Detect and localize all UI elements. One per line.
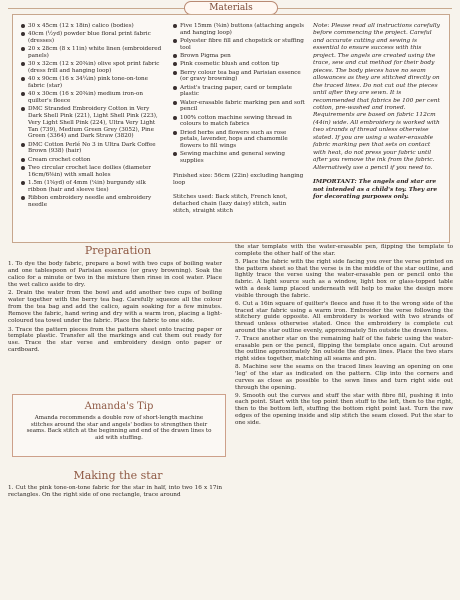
bullet-icon xyxy=(173,101,177,105)
material-item xyxy=(173,151,305,165)
material-text: Two circular crochet lace doilies (diameter 16cm/6⅜in) with small holes xyxy=(28,164,151,178)
material-text: 30 x 32cm (12 x 20⅜in) olive spot print fabric (dress frill and hanging loop) xyxy=(28,61,160,74)
material-text: 1.5m (1⅝yd) of 4mm (⅙in) burgundy silk ribbon (hair and sleeve ties) xyxy=(28,179,146,193)
bullet-icon xyxy=(21,107,25,111)
bullet-icon xyxy=(173,54,177,58)
bullet-icon xyxy=(173,86,177,90)
bullet-icon xyxy=(173,71,177,75)
bullet-icon xyxy=(21,32,25,36)
bullet-icon xyxy=(21,77,25,81)
material-item xyxy=(21,23,164,30)
material-text: Polyester fibre fill and chopstick or stuffing tool xyxy=(180,38,304,51)
material-text: 100% cotton machine sewing thread in colours to match fabrics xyxy=(180,114,292,128)
tip-text: Amanda recommends a double row of short-length machine stitches around the star and angels' bodies to strengthen their seams. Back stitch at the beginning and end of the drawn lines to aid with stuffing. xyxy=(26,415,212,441)
material-text: Dried herbs and flowers such as rose petals, lavender, hops and chamomile flowers to fill wings xyxy=(180,129,288,149)
bullet-icon xyxy=(21,62,25,66)
material-text: Artist's tracing paper, card or template plastic xyxy=(180,84,292,98)
finished-size: Finished size: 56cm (22in) excluding hanging loop xyxy=(173,172,304,186)
making-star-text xyxy=(8,485,222,499)
preparation-steps xyxy=(8,261,222,356)
material-item xyxy=(173,85,305,99)
material-text: Sewing machine and general sewing supplies xyxy=(180,151,286,164)
material-text: 30 x 45cm (12 x 18in) calico (bodies) xyxy=(28,23,134,29)
instruction-paragraph: 9. Smooth out the curves and stuff the star with fibre fill, pushing it into each point. Start with the top point then stuff to the left, then to the right, then to the bottom left, stuffing the bottom right point last. Turn the raw edges of the opening inside and slip stitch the seam closed. Put the star to one side. xyxy=(235,392,453,426)
instruction-paragraph: 6. Cut a 16in square of quilter's fleece and fuse it to the wrong side of the traced star fabric using a warm iron. Embroider the verse following the stitchery guide opposite. All embroidery is worked with two strands of thread unless otherwise stated. Once the embroidery is complete cut around the star outline evenly, approximately 5in outside the drawn lines. xyxy=(235,300,453,334)
material-text: Five 15mm (⅝in) buttons (attaching angels and hanging loop) xyxy=(180,23,305,36)
bullet-icon xyxy=(173,131,177,135)
bullet-icon xyxy=(173,116,177,120)
instruction-paragraph: 8. Machine sew the seams on the traced lines leaving an opening on one 'leg' of the star as indicated on the pattern. Clip into the corners and curves as close as possible to the sewn lines and turn right side out through the opening. xyxy=(235,364,453,391)
material-item xyxy=(21,76,164,90)
material-item xyxy=(21,195,164,209)
material-item xyxy=(173,100,305,114)
material-text: Cream crochet cotton xyxy=(28,156,91,163)
material-text: Pink cosmetic blush and cotton tip xyxy=(180,61,279,68)
material-item xyxy=(173,61,305,68)
material-item xyxy=(173,23,305,37)
note-text: Note: Please read all instructions carefully before commencing the project. Careful and accurate cutting and sewing is essential to ensure success with this project. The angels are created using the trace, sew and cut method for their body pieces. The body pieces have no seam allowances as they are stitched directly on the traced lines. Do not cut out the pieces until after they are sewn. It is recommended that fabrics be 100 per cent cotton, pre-washed and ironed. Requirements are based on fabric 112cm (44in) wide. All embroidery is worked with two strands of thread unless otherwise stated. If you are using a water-erasable fabric marking pen that sets on contact with heat, do not press your fabric until after you remove the ink from the fabric. Alternatively use a pencil if you need to. xyxy=(313,23,440,171)
material-item xyxy=(21,157,164,164)
bullet-icon xyxy=(173,39,177,43)
preparation-step: 1. To dye the body fabric, prepare a bowl with two cups of boiling water and one tablespoon of Parisian essence (or gravy browning). Soak the calico for a minute or two in the mixture then rinse in cool water. Place the wet calico aside to dry. xyxy=(8,261,222,288)
materials-notes xyxy=(313,23,441,201)
material-text: Water-erasable fabric marking pen and soft pencil xyxy=(180,99,305,113)
making-star-step: 1. Cut the pink tone-on-tone fabric for the star in half, into two 16 x 17in rectangles. On the right side of one rectangle, trace around xyxy=(8,485,222,498)
bullet-icon xyxy=(173,24,177,28)
material-item xyxy=(21,180,164,194)
material-item xyxy=(21,165,164,179)
bullet-icon xyxy=(21,196,25,200)
material-text: Ribbon embroidery needle and embroidery needle xyxy=(28,194,152,208)
material-text: 40cm (½yd) powder blue floral print fabric (dresses) xyxy=(28,31,151,44)
instruction-paragraph: the star template with the water-erasable pen, flipping the template to complete the other half of the star. xyxy=(235,244,453,257)
bullet-icon xyxy=(21,158,25,162)
bullet-icon xyxy=(173,152,177,156)
material-item xyxy=(173,38,305,52)
material-text: Berry colour tea bag and Parisian essence (or gravy browning) xyxy=(180,69,301,83)
material-text: 20 x 28cm (8 x 11in) white linen (embroidered panels) xyxy=(28,46,162,59)
bullet-icon xyxy=(21,47,25,51)
material-text: Brown Pigma pen xyxy=(180,53,231,59)
material-item xyxy=(21,142,164,156)
material-item xyxy=(21,106,164,140)
bullet-icon xyxy=(21,92,25,96)
material-text: DMC Cotton Perlé No 3 in Ultra Dark Coffee Brown (938) (hair) xyxy=(28,141,156,155)
materials-column-1 xyxy=(21,23,164,210)
material-text: 40 x 90cm (16 x 34¼in) pink tone-on-tone fabric (star) xyxy=(28,76,149,89)
material-item xyxy=(21,31,164,45)
material-item xyxy=(173,53,305,60)
preparation-title: Preparation xyxy=(84,244,152,257)
material-item xyxy=(173,70,305,84)
important-warning: IMPORTANT: The angels and star are not intended as a child's toy. They are for decorating purposes only. xyxy=(313,179,438,200)
making-star-title: Making the star xyxy=(73,469,163,482)
materials-panel xyxy=(12,14,450,243)
right-column-instructions xyxy=(235,244,453,428)
material-item xyxy=(21,91,164,105)
materials-column-2 xyxy=(173,23,305,215)
preparation-step: 3. Trace the pattern pieces from the pattern sheet onto tracing paper or template plastic. Transfer all the markings and cut them out ready for use. Trace the star verse and embroidery design onto paper or cardboard. xyxy=(8,326,222,354)
bullet-icon xyxy=(21,143,25,147)
instruction-paragraph: 5. Place the fabric with the right side facing you over the verse printed on the pattern sheet so that the verse is in the middle of the star outline, and lightly trace the verse using the water-erasable pen or pencil onto the fabric. A light source such as a window, light box or glass-topped table with a desk lamp placed underneath will help to make the design more visible through the fabric. xyxy=(235,258,453,299)
amanda-tip-box xyxy=(12,394,226,457)
materials-content xyxy=(21,23,441,234)
material-text: 40 x 30cm (16 x 20⅜in) medium iron-on quilter's fleece xyxy=(28,91,143,104)
bullet-icon xyxy=(173,62,177,66)
bullet-icon xyxy=(21,181,25,185)
material-item xyxy=(21,46,164,60)
material-item xyxy=(173,115,305,129)
material-item xyxy=(21,61,164,75)
preparation-step: 2. Drain the water from the bowl and add another two cups of boiling water together with the berry tea bag. Carefully squeeze all the colour from the tea bag and add the calico, again soaking for a few minutes. Remove the fabric, hand wring and dry with a warm iron, placing a light-coloured tea towel under the fabric. Place the fabric to one side. xyxy=(8,290,222,324)
material-item xyxy=(173,130,305,150)
tip-title: Amanda's Tip xyxy=(84,401,154,412)
bullet-icon xyxy=(21,166,25,170)
instruction-paragraph: 7. Trace another star on the remaining half of the fabric using the water-erasable pen or the pencil, flipping the template once again. Cut around the outline approximately 5in outside the drawn lines. Place the two stars right sides together, matching all seams and pin. xyxy=(235,335,453,363)
materials-title: Materials xyxy=(184,1,278,15)
stitches-used: Stitches used: Back stitch, French knot, detached chain (lazy daisy) stitch, satin stitch, straight stitch xyxy=(173,194,288,214)
bullet-icon xyxy=(21,24,25,28)
material-text: DMC Stranded Embroidery Cotton in Very Dark Shell Pink (221), Light Shell Pink (223), Very Light Shell Pink (224), Ultra Very Light Tan (739), Medium Green Grey (3052), Pine Green (3364) and Dark Straw (3820) xyxy=(28,106,158,140)
